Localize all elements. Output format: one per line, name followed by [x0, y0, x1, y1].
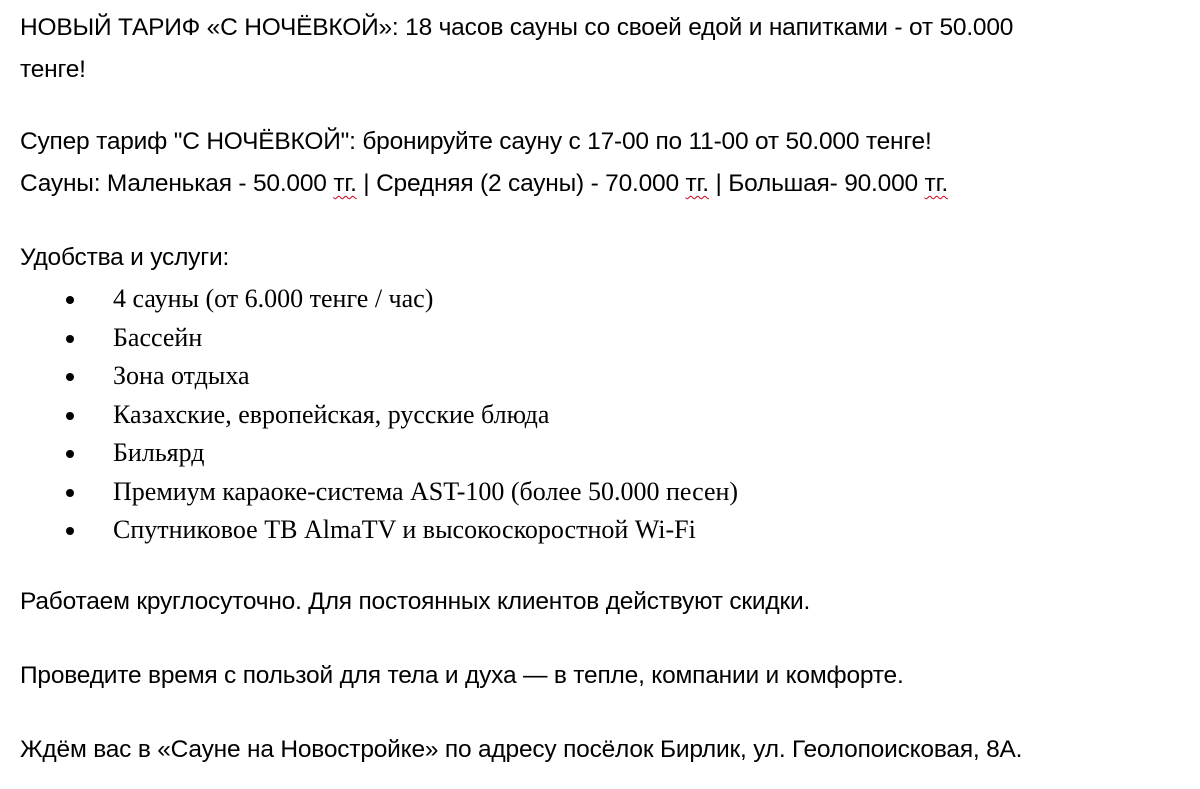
address-paragraph: Ждём вас в «Сауне на Новостройке» по адресу посёлок Бирлик, ул. Геолопоисковая, 8А.	[20, 736, 1023, 763]
list-item	[20, 396, 738, 435]
list-item	[20, 473, 738, 512]
list-item	[20, 319, 738, 358]
list-item-text: Зона отдыха	[113, 361, 250, 390]
list-item-text: Спутниковое ТВ AlmaTV и высокоскоростной Wi-Fi	[113, 515, 696, 544]
list-item-text: Казахские, европейская, русские блюда	[113, 399, 550, 429]
hours-paragraph: Работаем круглосуточно. Для постоянных клиентов действуют скидки.	[20, 588, 811, 615]
sauna-medium-price: | Средняя (2 сауны) - 70.000	[356, 170, 686, 197]
list-item-text: 4 сауны (от 6.000 тенге / час)	[113, 284, 434, 313]
tariff-headline-line-1: НОВЫЙ ТАРИФ «С НОЧЁВКОЙ»: 18 часов сауны со своей едой и напитками - от 50.000	[20, 14, 1014, 41]
list-item	[20, 434, 738, 473]
tariff-headline-line-2: тенге!	[20, 56, 86, 83]
sauna-small-price: Сауны: Маленькая - 50.000	[20, 170, 334, 197]
super-tariff-line: Супер тариф "С НОЧЁВКОЙ": бронируйте сауну с 17-00 по 11-00 от 50.000 тенге!	[20, 128, 932, 155]
list-item	[20, 280, 738, 319]
list-item-text: Бассейн	[113, 322, 203, 352]
bullet-icon	[66, 527, 74, 535]
bullet-icon	[66, 412, 74, 420]
amenities-heading: Удобства и услуги:	[20, 244, 230, 271]
currency-unit: тг.	[924, 170, 948, 197]
bullet-icon	[66, 296, 74, 304]
sauna-large-price: | Большая- 90.000	[708, 170, 925, 197]
invite-paragraph: Проведите время с пользой для тела и духа — в тепле, компании и комфорте.	[20, 662, 904, 689]
currency-unit: тг.	[333, 170, 357, 197]
currency-unit: тг.	[685, 170, 709, 197]
list-item	[20, 357, 738, 396]
bullet-icon	[66, 450, 74, 458]
bullet-icon	[66, 489, 74, 497]
list-item-text: Бильярд	[113, 438, 205, 467]
bullet-icon	[66, 373, 74, 381]
bullet-icon	[66, 335, 74, 343]
amenities-list	[20, 280, 738, 550]
sauna-prices-line	[20, 170, 948, 198]
list-item	[20, 511, 738, 550]
list-item-text: Премиум караоке-система AST-100 (более 50.000 песен)	[113, 476, 739, 506]
